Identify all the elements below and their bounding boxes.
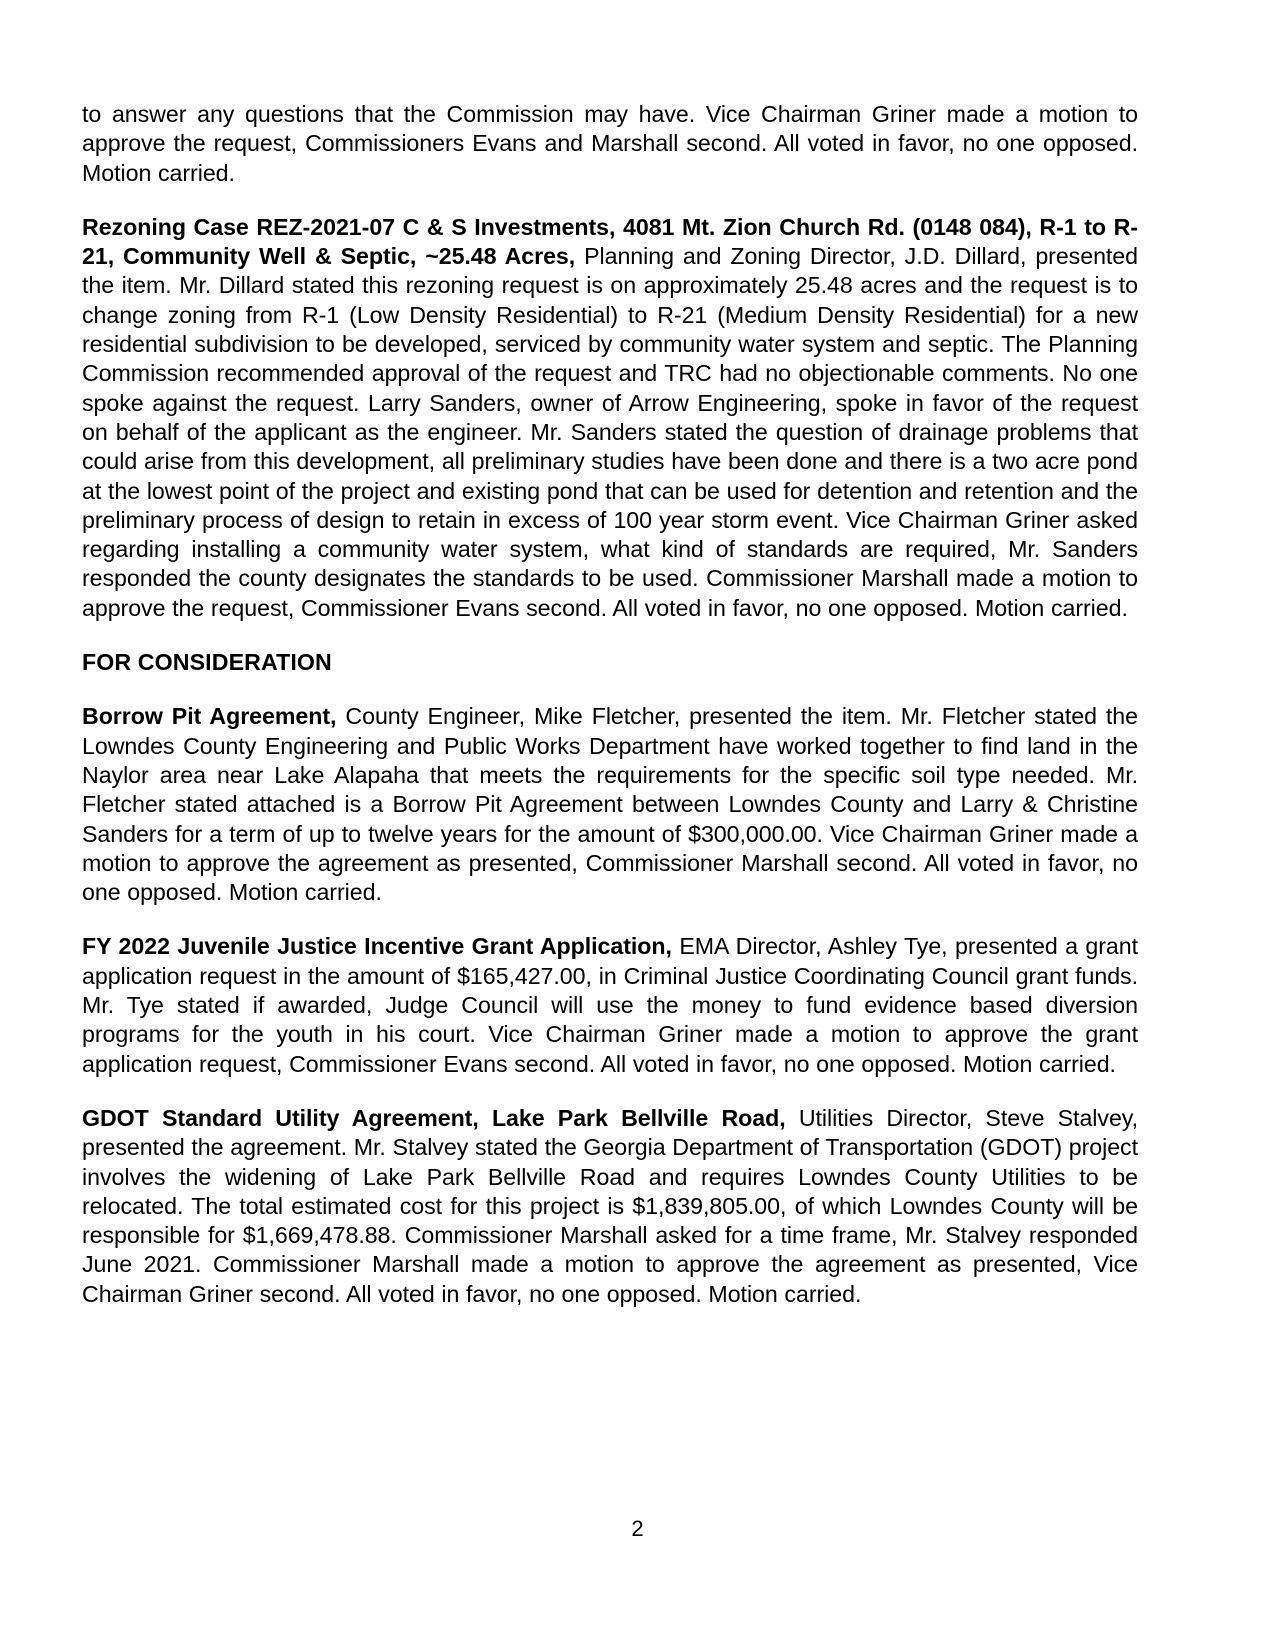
paragraph-borrow-pit-agreement xyxy=(82,702,1138,907)
paragraph-continuation xyxy=(82,100,1138,188)
section-heading-for-consideration: FOR CONSIDERATION xyxy=(82,649,332,676)
paragraph-text: to answer any questions that the Commission may have. Vice Chairman Griner made a motion to approve the request, Commissioners Evans and Marshall second. All voted in favor, no one opposed. Motion carried. xyxy=(82,101,1138,186)
paragraph-lead-gdot-utility-agreement: GDOT Standard Utility Agreement, Lake Park Bellville Road, xyxy=(82,1104,786,1131)
paragraph-lead-juvenile-justice-grant: FY 2022 Juvenile Justice Incentive Grant Application, xyxy=(82,933,672,960)
paragraph-text: EMA Director, Ashley Tye, presented a grant application request in the amount of $165,427.00, in Criminal Justice Coordinating Council grant funds. Mr. Tye stated if awarded, Judge Council will use the money to fund evidence based diversion programs for the youth in his court. Vice Chairman Griner made a motion to approve the grant application request, Commissioner Evans second. All voted in favor, no one opposed. Motion carried. xyxy=(82,933,1139,1077)
paragraph-juvenile-justice-grant xyxy=(82,932,1138,1078)
paragraph-text: County Engineer, Mike Fletcher, presented the item. Mr. Fletcher stated the Lowndes County Engineering and Public Works Department have worked together to find land in the Naylor area near Lake Alapaha that meets the requirements for the specific soil type needed. Mr. Fletcher stated attached is a Borrow Pit Agreement between Lowndes County and Larry & Christine Sanders for a term of up to twelve years for the amount of $300,000.00. Vice Chairman Griner made a motion to approve the agreement as presented, Commissioner Marshall second. All voted in favor, no one opposed. Motion carried. xyxy=(82,703,1138,906)
paragraph-lead-rezoning-case: Rezoning Case REZ-2021-07 C & S Investments, 4081 Mt. Zion Church Rd. (0148 084), R-1 to R-21, Community Well & Septic, ~25.48 Acres, xyxy=(82,213,1138,270)
page-number: 2 xyxy=(631,1516,644,1541)
document-body xyxy=(82,100,1138,1309)
paragraph-text: Utilities Director, Steve Stalvey, presented the agreement. Mr. Stalvey stated the Georgia Department of Transportation (GDOT) project involves the widening of Lake Park Bellville Road and requires Lowndes County Utilities to be relocated. The total estimated cost for this project is $1,839,805.00, of which Lowndes County will be responsible for $1,669,478.88. Commissioner Marshall asked for a time frame, Mr. Stalvey responded June 2021. Commissioner Marshall made a motion to approve the agreement as presented, Vice Chairman Griner second. All voted in favor, no one opposed. Motion carried. xyxy=(82,1104,1139,1307)
paragraph-lead-borrow-pit-agreement: Borrow Pit Agreement, xyxy=(82,703,337,730)
paragraph-text: Planning and Zoning Director, J.D. Dillard, presented the item. Mr. Dillard stated this rezoning request is on approximately 25.48 acres and the request is to change zoning from R-1 (Low Density Residential) to R-21 (Medium Density Residential) for a new residential subdivision to be developed, serviced by community water system and septic. The Planning Commission recommended approval of the request and TRC had no objectionable comments. No one spoke against the request. Larry Sanders, owner of Arrow Engineering, spoke in favor of the request on behalf of the applicant as the engineer. Mr. Sanders stated the question of drainage problems that could arise from this development, all preliminary studies have been done and there is a two acre pond at the lowest point of the project and existing pond that can be used for detention and retention and the preliminary process of design to retain in excess of 100 year storm event. Vice Chairman Griner asked regarding installing a community water system, what kind of standards are required, Mr. Sanders responded the county designates the standards to be used. Commissioner Marshall made a motion to approve the request, Commissioner Evans second. All voted in favor, no one opposed. Motion carried. xyxy=(82,243,1138,621)
paragraph-gdot-utility-agreement xyxy=(82,1104,1138,1309)
paragraph-rezoning-case xyxy=(82,213,1138,623)
